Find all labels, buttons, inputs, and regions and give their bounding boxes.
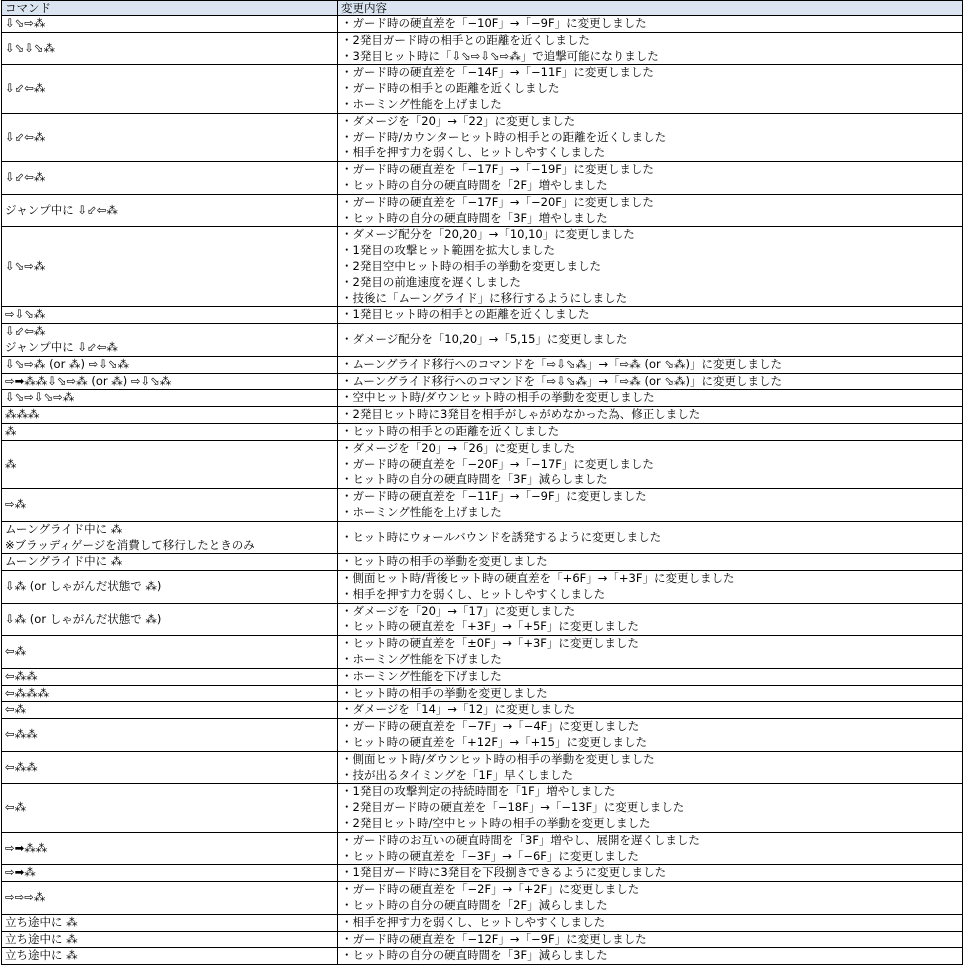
command-text: ⇨➡⁂⁂ [5,840,48,855]
change-cell [338,948,963,965]
command-text: ⇩⬃⇦⁂ [5,170,46,185]
change-text: ・ヒット時の硬直差を「−3F」→「−6F」に変更しました [341,848,639,863]
change-text: ・ホーミング性能を上げました [341,504,502,519]
change-cell [338,423,963,440]
change-text: ・ヒット時の硬直差を「+12F」→「+15」に変更しました [341,735,647,750]
table-row [2,865,963,882]
change-cell [338,603,963,636]
command-cell [2,227,338,307]
command-text: 立ち途中に ⁂ [5,948,78,963]
command-text: ⇩⬂⇨⁂ (or ⁂) ⇨⇩⬂⁂ [5,356,130,371]
command-text: ⇩⁂ (or しゃがんだ状態で ⁂) [5,611,162,626]
table-row [2,554,963,571]
change-cell [338,571,963,604]
command-text: 立ち途中に ⁂ [5,931,78,946]
table-row [2,784,963,832]
change-text: ・ムーングライド移行へのコマンドを「⇨⇩⬂⁂」→「⇨⁂ (or ⬂⁂)」に変更しました [341,373,782,388]
command-cell [2,307,338,324]
command-cell [2,751,338,784]
change-text: ・1発目ヒット時の相手との距離を近くしました [341,307,590,322]
change-cell [338,832,963,865]
table-row [2,32,963,65]
change-text: ・ダメージを「20」→「26」に変更しました [341,440,576,455]
command-text: ⇩⬂⇩⬂⁂ [5,40,56,55]
change-cell [338,407,963,424]
command-cell [2,162,338,195]
change-cell [338,113,963,161]
change-cell [338,65,963,113]
command-cell [2,356,338,373]
table-row [2,931,963,948]
command-text: ⁂⁂⁂ [5,407,40,422]
change-text: ・2発目ガード時の相手との距離を近くしました [341,32,590,47]
table-row [2,832,963,865]
command-text: ⇨⇩⬂⁂ [5,307,46,322]
change-text: ・相手を押す力を弱くし、ヒットしやすくしました [341,586,606,601]
change-cell [338,194,963,227]
command-text: ⇩⬂⇨⇩⬂⇨⁂ [5,390,75,405]
command-cell [2,914,338,931]
table-row [2,113,963,161]
command-cell [2,373,338,390]
command-text: ⇩⬂⇨⁂ [5,16,46,30]
change-text: ・相手を押す力を弱くし、ヒットしやすくしました [341,914,606,929]
command-cell [2,489,338,522]
command-text: ⇦⁂ [5,800,27,815]
change-text: ・側面ヒット時/ダウンヒット時の相手の挙動を変更しました [341,751,655,766]
change-cell [338,32,963,65]
change-text: ・2発目ヒット時/空中ヒット時の相手の挙動を変更しました [341,816,651,831]
change-text: ・ヒット時の自分の硬直時間を「3F」増やしました [341,210,608,225]
change-text: ・ヒット時にウォールバウンドを誘発するように変更しました [341,529,662,544]
command-text: ⇩⬃⇦⁂ [5,129,46,144]
change-cell [338,751,963,784]
change-text: ・2発目ガード時の硬直差を「−18F」→「−13F」に変更しました [341,800,685,815]
change-cell [338,521,963,554]
table-row [2,719,963,752]
command-cell [2,668,338,685]
change-cell [338,373,963,390]
command-column-header: コマンド [2,1,338,16]
command-cell [2,865,338,882]
command-text: ⁂ [5,456,17,471]
change-text: ・2発目空中ヒット時の相手の挙動を変更しました [341,258,601,273]
table-row [2,162,963,195]
command-text: ムーングライド中に ⁂ [5,521,123,536]
change-text: ・ガード時の相手との距離を近くしました [341,81,560,96]
change-text: ・ダメージを「20」→「22」に変更しました [341,113,576,128]
change-cell [338,719,963,752]
change-text: ・ガード時の硬直差を「−11F」→「−9F」に変更しました [341,489,647,504]
command-text: ⇩⬂⇨⁂ [5,258,46,273]
table-row [2,603,963,636]
change-text: ・ガード時の硬直差を「−2F」→「+2F」に変更しました [341,882,640,897]
change-text: ・ホーミング性能を上げました [341,96,502,111]
command-cell [2,440,338,488]
change-cell [338,162,963,195]
change-cell [338,390,963,407]
change-text: ・ガード時の硬直差を「−12F」→「−9F」に変更しました [341,931,647,946]
change-text: ・1発目ガード時に3発目を下段捌きできるように変更しました [341,865,667,880]
change-text: ・2発目ヒット時に3発目を相手がしゃがめなかった為、修正しました [341,407,701,422]
command-cell [2,603,338,636]
change-text: ・ダメージ配分を「20,20」→「10,10」に変更しました [341,227,635,242]
change-text: ・相手を押す力を弱くし、ヒットしやすくしました [341,145,606,160]
change-cell [338,324,963,357]
change-text: ・ヒット時の自分の硬直時間を「3F」減らしました [341,948,608,963]
change-cell [338,227,963,307]
change-text: ・側面ヒット時/背後ヒット時の硬直差を「+6F」→「+3F」に変更しました [341,571,735,586]
change-cell [338,865,963,882]
change-text: ・ホーミング性能を下げました [341,668,502,683]
change-text: ・ダメージ配分を「10,20」→「5,15」に変更しました [341,332,628,347]
table-row [2,65,963,113]
command-cell [2,554,338,571]
command-text: ※ブラッディゲージを消費して移行したときのみ [5,537,255,552]
change-text: ・ダメージを「14」→「12」に変更しました [341,702,576,717]
change-text: ・ヒット時の自分の硬直時間を「2F」増やしました [341,177,608,192]
command-text: ⇨⇨⇨⁂ [5,890,46,905]
table-row [2,356,963,373]
change-text: ・ヒット時の硬直差を「+3F」→「+5F」に変更しました [341,619,639,634]
change-text: ・2発目の前進速度を遅くしました [341,274,521,289]
command-cell [2,16,338,33]
command-cell [2,948,338,965]
change-cell [338,16,963,33]
command-text: ⇩⬃⇦⁂ [5,81,46,96]
table-row [2,227,963,307]
command-cell [2,931,338,948]
command-text: ⁂ [5,423,17,438]
command-cell [2,324,338,357]
change-cell [338,489,963,522]
table-row [2,324,963,357]
change-cell [338,356,963,373]
command-cell [2,407,338,424]
table-row [2,16,963,33]
command-text: ジャンプ中に ⇩⬃⇦⁂ [5,339,118,354]
change-column-header: 変更内容 [338,1,963,16]
command-cell [2,521,338,554]
command-text: ⇦⁂ [5,702,27,717]
table-row [2,373,963,390]
change-text: ・1発目の攻撃ヒット範囲を拡大しました [341,243,555,258]
change-cell [338,931,963,948]
command-text: ⇩⁂ (or しゃがんだ状態で ⁂) [5,578,162,593]
command-text: ⇨➡⁂ [5,865,36,880]
change-text: ・ホーミング性能を下げました [341,652,502,667]
table-row [2,307,963,324]
change-text: ・技後に「ムーングライド」に移行するようにしました [341,290,628,305]
command-cell [2,636,338,669]
change-cell [338,668,963,685]
change-text: ・1発目の攻撃判定の持続時間を「1F」増やしました [341,784,616,799]
change-log-table [1,0,963,965]
table-row [2,882,963,915]
change-cell [338,636,963,669]
table-row [2,685,963,702]
table-row [2,407,963,424]
command-cell [2,702,338,719]
command-cell [2,571,338,604]
change-text: ・ガード時の硬直差を「−17F」→「−19F」に変更しました [341,162,654,177]
table-row [2,636,963,669]
command-text: ⇨➡⁂⁂⇩⬂⇨⁂ (or ⁂) ⇨⇩⬂⁂ [5,373,172,388]
change-text: ・3発目ヒット時に「⇩⬂⇨⇩⬂⇨⁂」で追撃可能になりました [341,48,659,63]
change-text: ・ガード時の硬直差を「−7F」→「−4F」に変更しました [341,719,640,734]
change-cell [338,440,963,488]
change-cell [338,784,963,832]
command-text: ⇦⁂⁂⁂ [5,685,50,700]
change-text: ・ヒット時の相手の挙動を変更しました [341,554,548,569]
change-text: ・ムーングライド移行へのコマンドを「⇨⇩⬂⁂」→「⇨⁂ (or ⬂⁂)」に変更しました [341,356,782,371]
change-text: ・ガード時の硬直差を「−17F」→「−20F」に変更しました [341,194,654,209]
command-text: ⇦⁂⁂ [5,668,38,683]
command-text: 立ち途中に ⁂ [5,914,78,929]
change-text: ・ガード時/カウンターヒット時の相手との距離を近くしました [341,129,667,144]
change-cell [338,882,963,915]
table-row [2,194,963,227]
command-text: ⇦⁂⁂ [5,759,38,774]
command-cell [2,784,338,832]
change-text: ・ヒット時の相手との距離を近くしました [341,423,560,438]
command-text: ジャンプ中に ⇩⬃⇦⁂ [5,202,118,217]
table-body [2,16,963,965]
header-row [2,1,963,16]
command-text: ⇩⬃⇦⁂ [5,324,46,339]
command-text: ムーングライド中に ⁂ [5,554,123,569]
change-cell [338,307,963,324]
change-text: ・ヒット時の硬直差を「±0F」→「+3F」に変更しました [341,636,639,651]
change-cell [338,702,963,719]
change-cell [338,914,963,931]
change-text: ・技が出るタイミングを「1F」早くしました [341,767,573,782]
table-row [2,390,963,407]
table-row [2,489,963,522]
change-text: ・ガード時の硬直差を「−14F」→「−11F」に変更しました [341,65,654,80]
change-text: ・ガード時のお互いの硬直時間を「3F」増やし、展開を遅くしました [341,832,700,847]
command-cell [2,113,338,161]
command-cell [2,65,338,113]
command-text: ⇦⁂⁂ [5,727,38,742]
table-row [2,440,963,488]
command-text: ⇦⁂ [5,644,27,659]
change-text: ・空中ヒット時/ダウンヒット時の相手の挙動を変更しました [341,390,655,405]
table-row [2,668,963,685]
command-cell [2,719,338,752]
table-row [2,702,963,719]
change-text: ・ヒット時の相手の挙動を変更しました [341,685,548,700]
change-text: ・ヒット時の自分の硬直時間を「2F」減らしました [341,898,608,913]
change-text: ・ヒット時の自分の硬直時間を「3F」減らしました [341,472,608,487]
command-cell [2,423,338,440]
change-text: ・ガード時の硬直差を「−20F」→「−17F」に変更しました [341,456,654,471]
command-cell [2,32,338,65]
change-cell [338,554,963,571]
command-cell [2,832,338,865]
table-row [2,423,963,440]
command-cell [2,194,338,227]
table-row [2,948,963,965]
command-text: ⇨⁂ [5,497,27,511]
table-row [2,571,963,604]
change-text: ・ガード時の硬直差を「−10F」→「−9F」に変更しました [341,16,647,30]
change-cell [338,685,963,702]
table-row [2,751,963,784]
table-row [2,914,963,931]
command-cell [2,390,338,407]
table-row [2,521,963,554]
command-cell [2,882,338,915]
command-cell [2,685,338,702]
change-text: ・ダメージを「20」→「17」に変更しました [341,603,576,618]
